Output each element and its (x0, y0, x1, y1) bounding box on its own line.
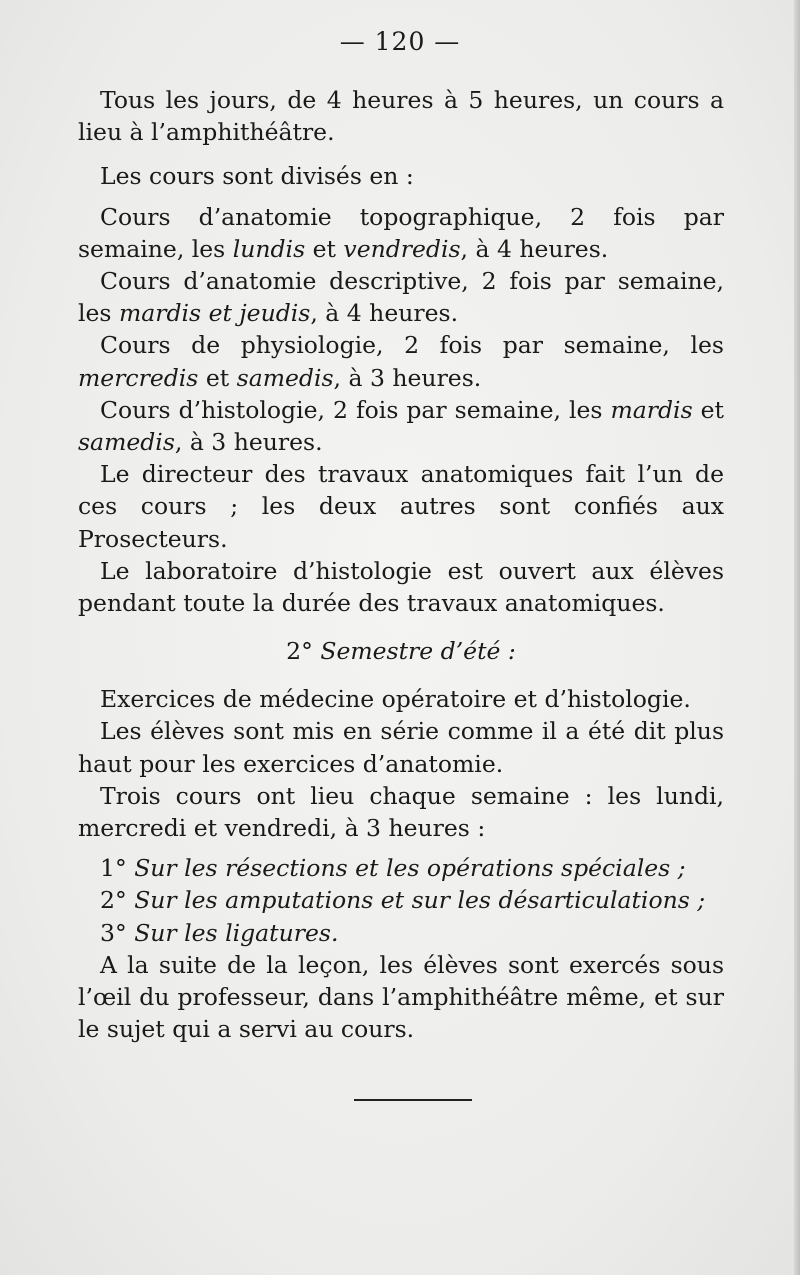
list-text: Sur les résections et les opérations spéciales ; (134, 854, 686, 883)
italic-text: samedis (78, 428, 175, 457)
paragraph (78, 394, 724, 458)
italic-text: lundis (232, 234, 306, 263)
italic-text: mardis et jeudis (118, 299, 311, 328)
list-item (78, 884, 724, 916)
paragraph: Les élèves sont mis en série comme il a été dit plus haut pour les exercices d’anatomie. (78, 717, 724, 778)
paragraph: Le directeur des travaux anatomiques fait l’un de ces cours ; les deux autres sont confiés aux Prosecteurs. (78, 460, 724, 553)
text-run: et (305, 234, 344, 263)
paragraph (78, 329, 724, 393)
paragraph (78, 265, 724, 329)
italic-text: vendredis (343, 234, 461, 263)
list-number: 2° (100, 886, 127, 915)
italic-text: mardis (610, 395, 693, 424)
list-item (78, 852, 724, 884)
text-run: Cours de physiologie, 2 fois par semaine, les (100, 331, 724, 360)
page-number: — 120 — (339, 27, 461, 56)
text-run: , à 4 heures. (460, 234, 609, 263)
text-run: , à 3 heures. (174, 428, 323, 457)
list-text: Sur les amputations et sur les désarticulations ; (134, 886, 706, 915)
section-heading (78, 635, 724, 667)
text-run: Cours d’anatomie topographique, 2 fois par semaine, les (78, 202, 724, 263)
heading-text: Semestre d’été : (320, 637, 516, 666)
list-item (78, 917, 724, 949)
end-rule (354, 1099, 472, 1101)
paragraph: Le laboratoire d’histologie est ouvert aux élèves pendant toute la durée des travaux anatomiques. (78, 556, 724, 618)
list-number: 1° (100, 854, 127, 883)
body-text (78, 84, 724, 1045)
list-text: Sur les ligatures. (134, 918, 339, 947)
paragraph: Trois cours ont lieu chaque semaine : les lundi, mercredi et vendredi, à 3 heures : (78, 781, 724, 843)
paragraph (78, 201, 724, 265)
paragraph: A la suite de la leçon, les élèves sont exercés sous l’œil du professeur, dans l’amphithéâtre même, et sur le sujet qui a servi au cours. (78, 950, 724, 1044)
heading-number: 2° (286, 637, 313, 666)
text-run: et (692, 395, 725, 424)
page-edge (794, 0, 800, 1275)
italic-text: mercredis (78, 363, 199, 392)
text-run: Cours d’histologie, 2 fois par semaine, les (100, 395, 611, 424)
paragraph: Tous les jours, de 4 heures à 5 heures, un cours a lieu à l’amphithéâtre. (78, 86, 724, 147)
italic-text: samedis (236, 363, 334, 392)
text-run: , à 3 heures. (333, 363, 482, 392)
text-run: Cours d’anatomie descriptive, 2 fois par semaine, les (78, 267, 724, 328)
list-number: 3° (100, 918, 127, 947)
text-run: et (198, 363, 237, 392)
paragraph: Les cours sont divisés en : (100, 162, 414, 191)
paragraph: Exercices de médecine opératoire et d’histologie. (100, 685, 691, 714)
text-run: , à 4 heures. (310, 299, 459, 328)
